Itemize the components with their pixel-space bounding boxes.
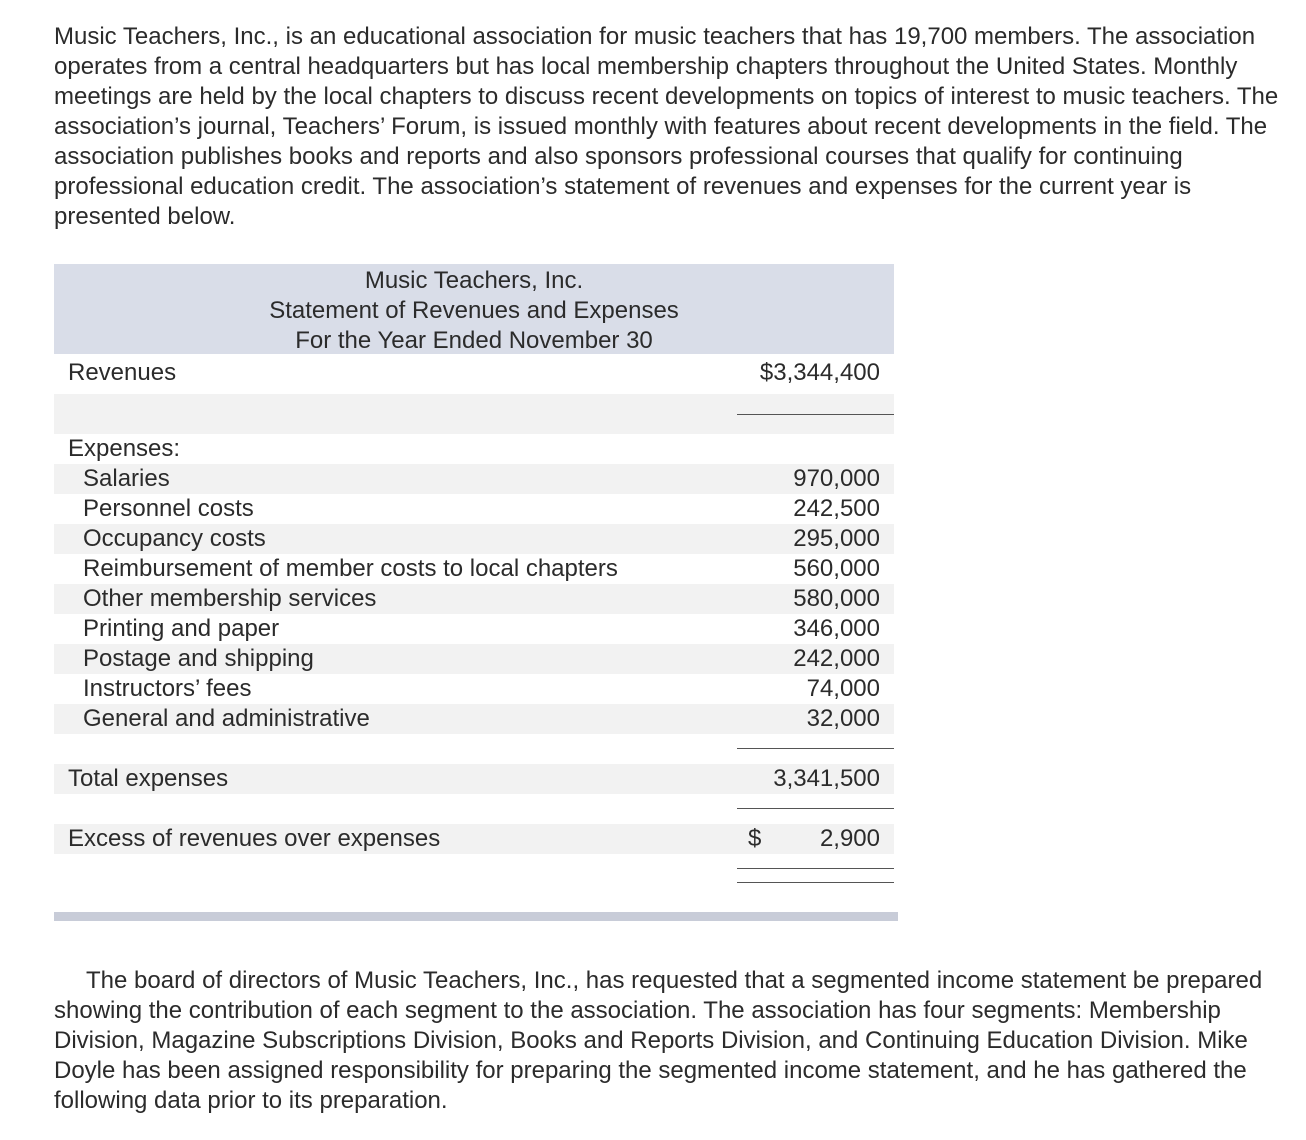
statement-bottom-bar xyxy=(54,912,898,921)
expenses-heading: Expenses: xyxy=(68,435,181,462)
expense-row xyxy=(54,584,894,614)
expense-row xyxy=(54,464,894,494)
intro-paragraph: Music Teachers, Inc., is an educational association for music teachers that has 19,700 members. The association operates from a central headquarters but has local membership chapters throughout the United States. Monthly meetings are held by the local chapters to discuss recent developments on topics of interest to music teachers. The association’s journal, Teachers’ Forum, is issued monthly with features about recent developments in the field. The association publishes books and reports and also sponsors professional courses that qualify for continuing professional education credit. The association’s statement of revenues and expenses for the current year is presented below. xyxy=(54,23,1279,230)
total-expenses-amount: 3,341,500 xyxy=(773,765,880,792)
expense-row xyxy=(54,554,894,584)
expense-label: Occupancy costs xyxy=(83,525,266,552)
revenues-underline xyxy=(737,414,894,415)
excess-dollar-sign: $ xyxy=(748,825,762,852)
expenses-heading-row xyxy=(54,434,894,464)
expense-amount: 346,000 xyxy=(793,615,880,642)
closing-paragraph: The board of directors of Music Teachers, Inc., has requested that a segmented income statement be prepared showing the contribution of each segment to the association. The association has four segments: Membership Division, Magazine Subscriptions Division, Books and Reports Division, and Continuing Education Division. Mike Doyle has been assigned responsibility for preparing the segmented income statement, and he has gathered the following data prior to its preparation. xyxy=(54,967,1263,1114)
expense-amount: 560,000 xyxy=(793,555,880,582)
statement-company-name: Music Teachers, Inc. xyxy=(364,267,584,294)
revenues-row xyxy=(54,358,894,388)
expense-amount: 242,000 xyxy=(793,645,880,672)
expense-row xyxy=(54,644,894,674)
expense-amount: 242,500 xyxy=(793,495,880,522)
double-underline-top xyxy=(737,868,894,869)
revenues-amount: $3,344,400 xyxy=(759,359,880,386)
expenses-underline xyxy=(737,748,894,749)
expense-row xyxy=(54,614,894,644)
excess-row xyxy=(54,824,894,854)
revenues-label: Revenues xyxy=(68,359,177,386)
expense-label: Postage and shipping xyxy=(83,645,314,672)
expense-label: Instructors’ fees xyxy=(83,675,252,702)
expense-label: General and administrative xyxy=(83,705,370,732)
excess-amount: 2,900 xyxy=(819,825,880,852)
total-expenses-row xyxy=(54,764,894,794)
expense-row xyxy=(54,494,894,524)
statement-period: For the Year Ended November 30 xyxy=(295,327,653,354)
excess-label: Excess of revenues over expenses xyxy=(68,825,441,852)
expense-amount: 580,000 xyxy=(793,585,880,612)
expense-row xyxy=(54,704,894,734)
expense-amount: 295,000 xyxy=(793,525,880,552)
expense-label: Salaries xyxy=(83,465,170,492)
expense-row xyxy=(54,674,894,704)
expense-amount: 970,000 xyxy=(793,465,880,492)
statement-title: Statement of Revenues and Expenses xyxy=(269,297,679,324)
expense-label: Printing and paper xyxy=(83,615,280,642)
expense-amount: 74,000 xyxy=(806,675,880,702)
income-statement xyxy=(54,264,894,852)
total-expenses-label: Total expenses xyxy=(68,765,229,792)
expense-label: Other membership services xyxy=(83,585,377,612)
expense-amount: 32,000 xyxy=(806,705,880,732)
expense-label: Personnel costs xyxy=(83,495,254,522)
statement-header xyxy=(54,264,894,354)
expense-label: Reimbursement of member costs to local chapters xyxy=(83,555,618,582)
expense-row xyxy=(54,524,894,554)
total-underline xyxy=(737,808,894,809)
double-underline-bottom xyxy=(737,882,894,883)
